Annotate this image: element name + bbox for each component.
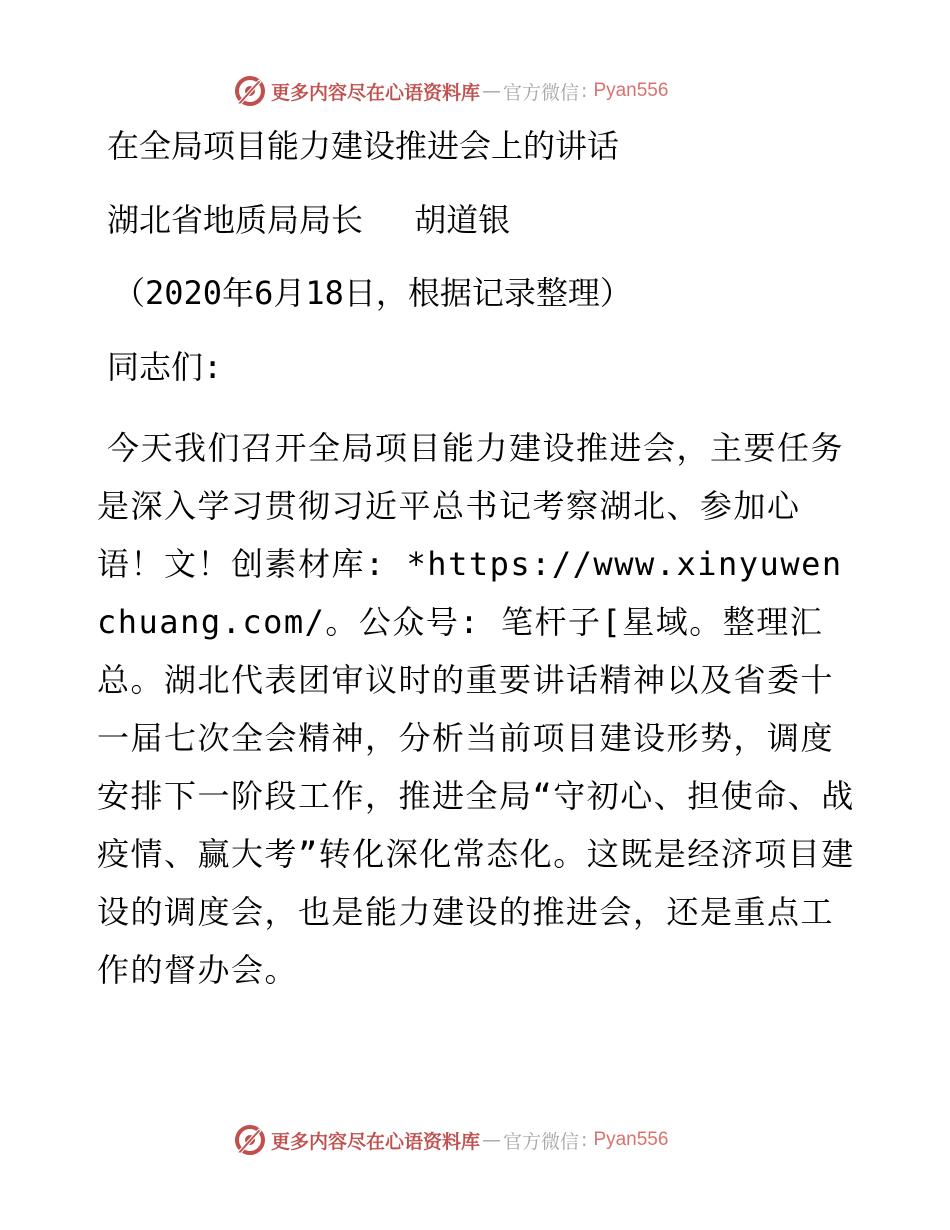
watermark-site-text: 更多内容尽在心语资料库 <box>271 81 481 104</box>
watermark-colon: : <box>581 1129 588 1151</box>
watermark-account: Pyan556 <box>593 80 669 101</box>
document-title: 在全局项目能力建设推进会上的讲话 <box>107 127 620 165</box>
footer-watermark <box>233 1121 668 1159</box>
watermark-label: 官方微信 <box>503 81 580 104</box>
document-body-paragraph: 今天我们召开全局项目能力建设推进会，主要任务是深入学习贯彻习近平总书记考察湖北、参加心语！文！创素材库: *https://www.xinyuwenchuang.com/。公众号: 笔杆子[星域。整理汇总。湖北代表团审议时的重要讲话精神以及省委十一届七次全会精神，分析当前项目建设形势，调度安排下一阶段工作，推进全局“守初心、担使命、战疫情、赢大考”转化深化常态化。这既是经济项目建设的调度会，也是能力建设的推进会，还是重点工作的督办会。 <box>97 429 855 989</box>
document-salutation: 同志们: <box>107 348 223 386</box>
watermark-colon: : <box>581 80 588 102</box>
watermark-site-text: 更多内容尽在心语资料库 <box>271 1130 481 1153</box>
document-author: 湖北省地质局局长 胡道银 <box>107 201 511 239</box>
watermark-dash: — <box>482 1129 502 1151</box>
header-watermark <box>233 72 668 110</box>
pen-logo-icon <box>233 1123 267 1157</box>
watermark-dash: — <box>482 80 502 102</box>
watermark-account: Pyan556 <box>593 1129 669 1150</box>
pen-logo-icon <box>233 74 267 108</box>
document-date-note: （2020年6月18日，根据记录整理） <box>113 274 632 312</box>
watermark-label: 官方微信 <box>503 1130 580 1153</box>
